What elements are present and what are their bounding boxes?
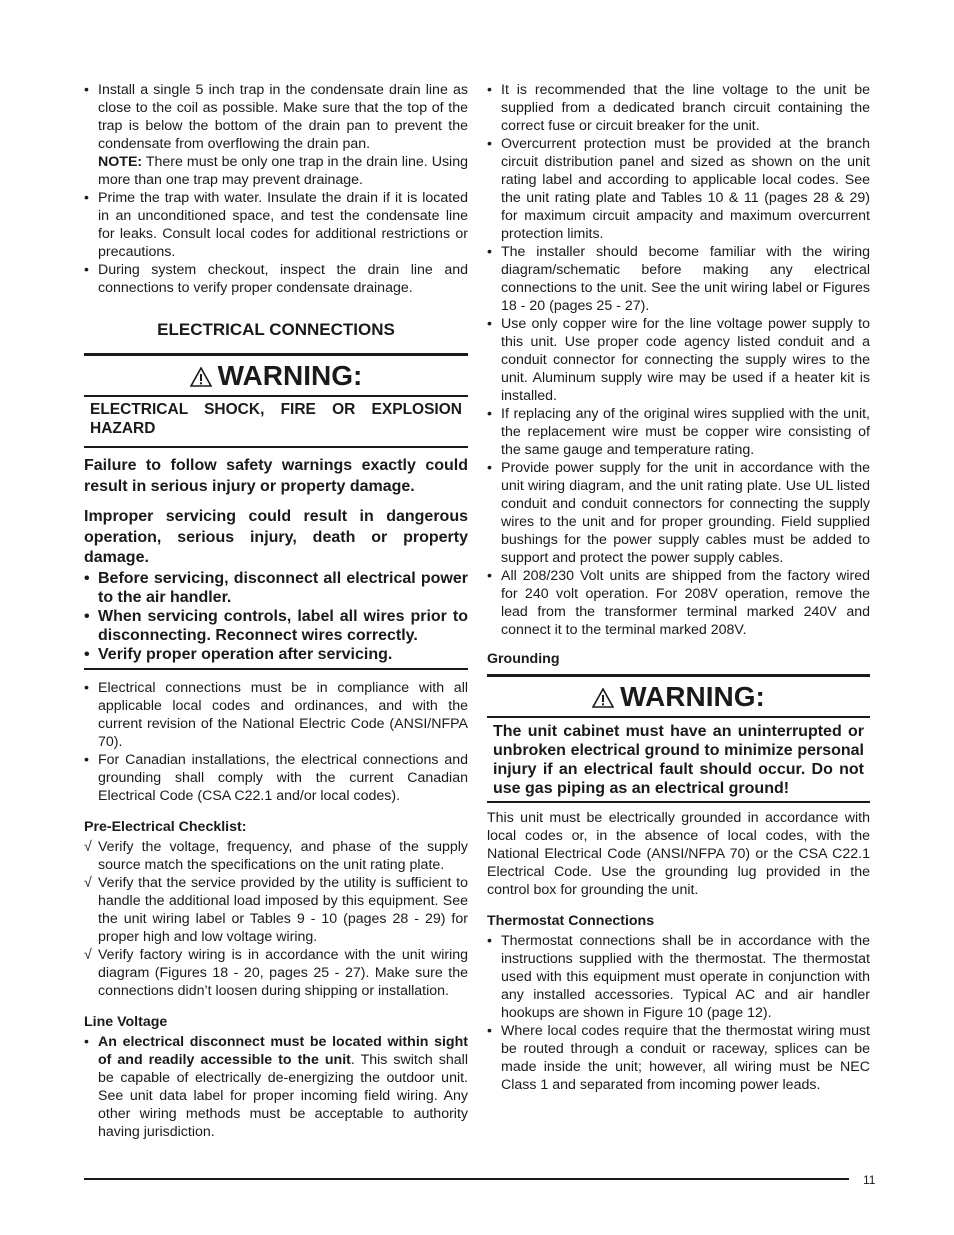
drain-instructions-list [84, 81, 468, 297]
warning-box-grounding [487, 674, 870, 803]
line-voltage-list [84, 1033, 468, 1141]
list-item: • The installer should become familiar with the wiring diagram/schematic before making any electrical connections to the unit. See the unit wiring label or Figures 18 - 20 (pages 25 - 27). [487, 243, 870, 315]
list-item: • An electrical disconnect must be located within sight of and readily accessible to the unit. This switch shall be capable of electrically de-energizing the outdoor unit. See unit data label for proper incoming field wiring. Any other wiring methods must be acceptable to authority having jurisdiction. [84, 1033, 468, 1141]
grounding-title: Grounding [487, 651, 560, 667]
note-label: NOTE: [98, 154, 143, 170]
electrical-code-list [84, 679, 468, 805]
list-item: • During system checkout, inspect the drain line and connections to verify proper condensate drainage. [84, 261, 468, 297]
warning-paragraph: Failure to follow safety warnings exactly could result in serious injury or property damage. [84, 457, 468, 495]
list-item: • If replacing any of the original wires supplied with the unit, the replacement wire must be copper wire consisting of the same gauge and temperature rating. [487, 405, 870, 459]
warning-box-electrical [84, 353, 468, 448]
list-item: • Install a single 5 inch trap in the condensate drain line as close to the coil as possible. Make sure that the top of the trap is below the bottom of the drain pan to prevent the condensate from overflowing the drain pan. NOTE: There must be only one trap in the drain line. Using more than one trap may prevent drainage. [84, 81, 468, 189]
warning-title: WARNING: [84, 356, 468, 397]
checklist-title: Pre-Electrical Checklist: [84, 818, 247, 835]
list-item: √ Verify the voltage, frequency, and phase of the supply source match the specifications on the unit rating plate. [84, 838, 468, 873]
warning-title: WARNING: [487, 677, 870, 718]
list-item: • It is recommended that the line voltage to the unit be supplied from a dedicated branch circuit containing the correct fuse or circuit breaker for the unit. [487, 81, 870, 135]
grounding-paragraph: This unit must be electrically grounded in accordance with local codes or, in the absence of local codes, with the National Electrical Code (ANSI/NFPA 70) or the CSA C22.1 Electrical Code. Use the grounding lug provided in the control box for grounding the unit. [487, 810, 870, 898]
list-item: • Where local codes require that the thermostat wiring must be routed through a conduit or raceway, splices can be made inside the unit; however, all wiring must be NEC Class 1 and separated from incoming power leads. [487, 1022, 870, 1094]
line-voltage-requirements-list [487, 81, 870, 639]
list-item: • Prime the trap with water. Insulate the drain if it is located in an unconditioned space, and test the condensate line for leaks. Consult local codes for additional restrictions or precautions. [84, 189, 468, 261]
list-item: • When servicing controls, label all wires prior to disconnecting. Reconnect wires correctly. [84, 607, 468, 645]
warning-triangle-icon [190, 367, 212, 387]
check-icon: √ [84, 874, 92, 891]
list-item: √ Verify that the service provided by the utility is sufficient to handle the additional load imposed by this equipment. See the unit wiring label or Tables 9 - 10 (pages 28 - 29) for proper high and low voltage wiring. [84, 874, 468, 945]
list-item: • Electrical connections must be in compliance with all applicable local codes and ordinances, and with the current revision of the National Electric Code (ANSI/NFPA 70). [84, 679, 468, 751]
list-item: • Verify proper operation after servicing. [84, 645, 468, 664]
warning-text: The unit cabinet must have an uninterrupted or unbroken electrical ground to minimize personal injury if an electrical fault should occur. Do not use gas piping as an electrical ground! [493, 723, 864, 797]
list-item: √ Verify factory wiring is in accordance with the unit wiring diagram (Figures 18 - 20, pages 25 - 27). Make sure the connections didn’t loosen during shipping or installation. [84, 946, 468, 999]
check-icon: √ [84, 838, 92, 855]
footer-rule [84, 1178, 849, 1180]
list-item: • Use only copper wire for the line voltage power supply to this unit. Use proper code agency listed conduit and a conduit connector for connecting the supply wires to the unit. Aluminum supply wire may be used if a heater kit is installed. [487, 315, 870, 405]
warning-triangle-icon [592, 688, 614, 708]
line-voltage-title: Line Voltage [84, 1013, 168, 1030]
page-number: 11 [863, 1173, 876, 1187]
list-item: • Thermostat connections shall be in accordance with the instructions supplied with the thermostat. The thermostat used with this equipment must operate in conjunction with any installed accessories. Typical AC and air handler hookups are shown in Figure 10 (page 12). [487, 932, 870, 1022]
warning-subtitle: ELECTRICAL SHOCK, FIRE OR EXPLOSION HAZARD [90, 401, 462, 437]
pre-electrical-checklist [84, 838, 468, 1000]
right-column [487, 81, 870, 1094]
warning-paragraph: Improper servicing could result in dangerous operation, serious injury, death or property damage. [84, 508, 468, 566]
list-item: • Provide power supply for the unit in accordance with the unit wiring diagram, and the unit rating plate. Use UL listed conduit and conduit connectors for connecting the supply wires to the unit and for proper grounding. Field supplied bushings for the power supply cables must be added to support and protect the power supply cables. [487, 459, 870, 567]
left-column [84, 81, 468, 1141]
section-title: ELECTRICAL CONNECTIONS [157, 320, 395, 339]
list-item: • For Canadian installations, the electrical connections and grounding shall comply with the current Canadian Electrical Code (CSA C22.1 and/or local codes). [84, 751, 468, 805]
list-item: • All 208/230 Volt units are shipped from the factory wired for 240 volt operation. For 208V operation, remove the lead from the transformer terminal marked 240V and connect it to the terminal marked 208V. [487, 567, 870, 639]
warning-items [84, 569, 468, 670]
check-icon: √ [84, 946, 92, 963]
list-item: • Overcurrent protection must be provided at the branch circuit distribution panel and sized as shown on the unit rating label and according to applicable local codes. See the unit rating plate and Tables 10 & 11 (pages 28 & 29) for maximum circuit ampacity and maximum overcurrent protection limits. [487, 135, 870, 243]
thermostat-list [487, 932, 870, 1094]
list-item: • Before servicing, disconnect all electrical power to the air handler. [84, 569, 468, 607]
thermostat-title: Thermostat Connections [487, 913, 655, 929]
